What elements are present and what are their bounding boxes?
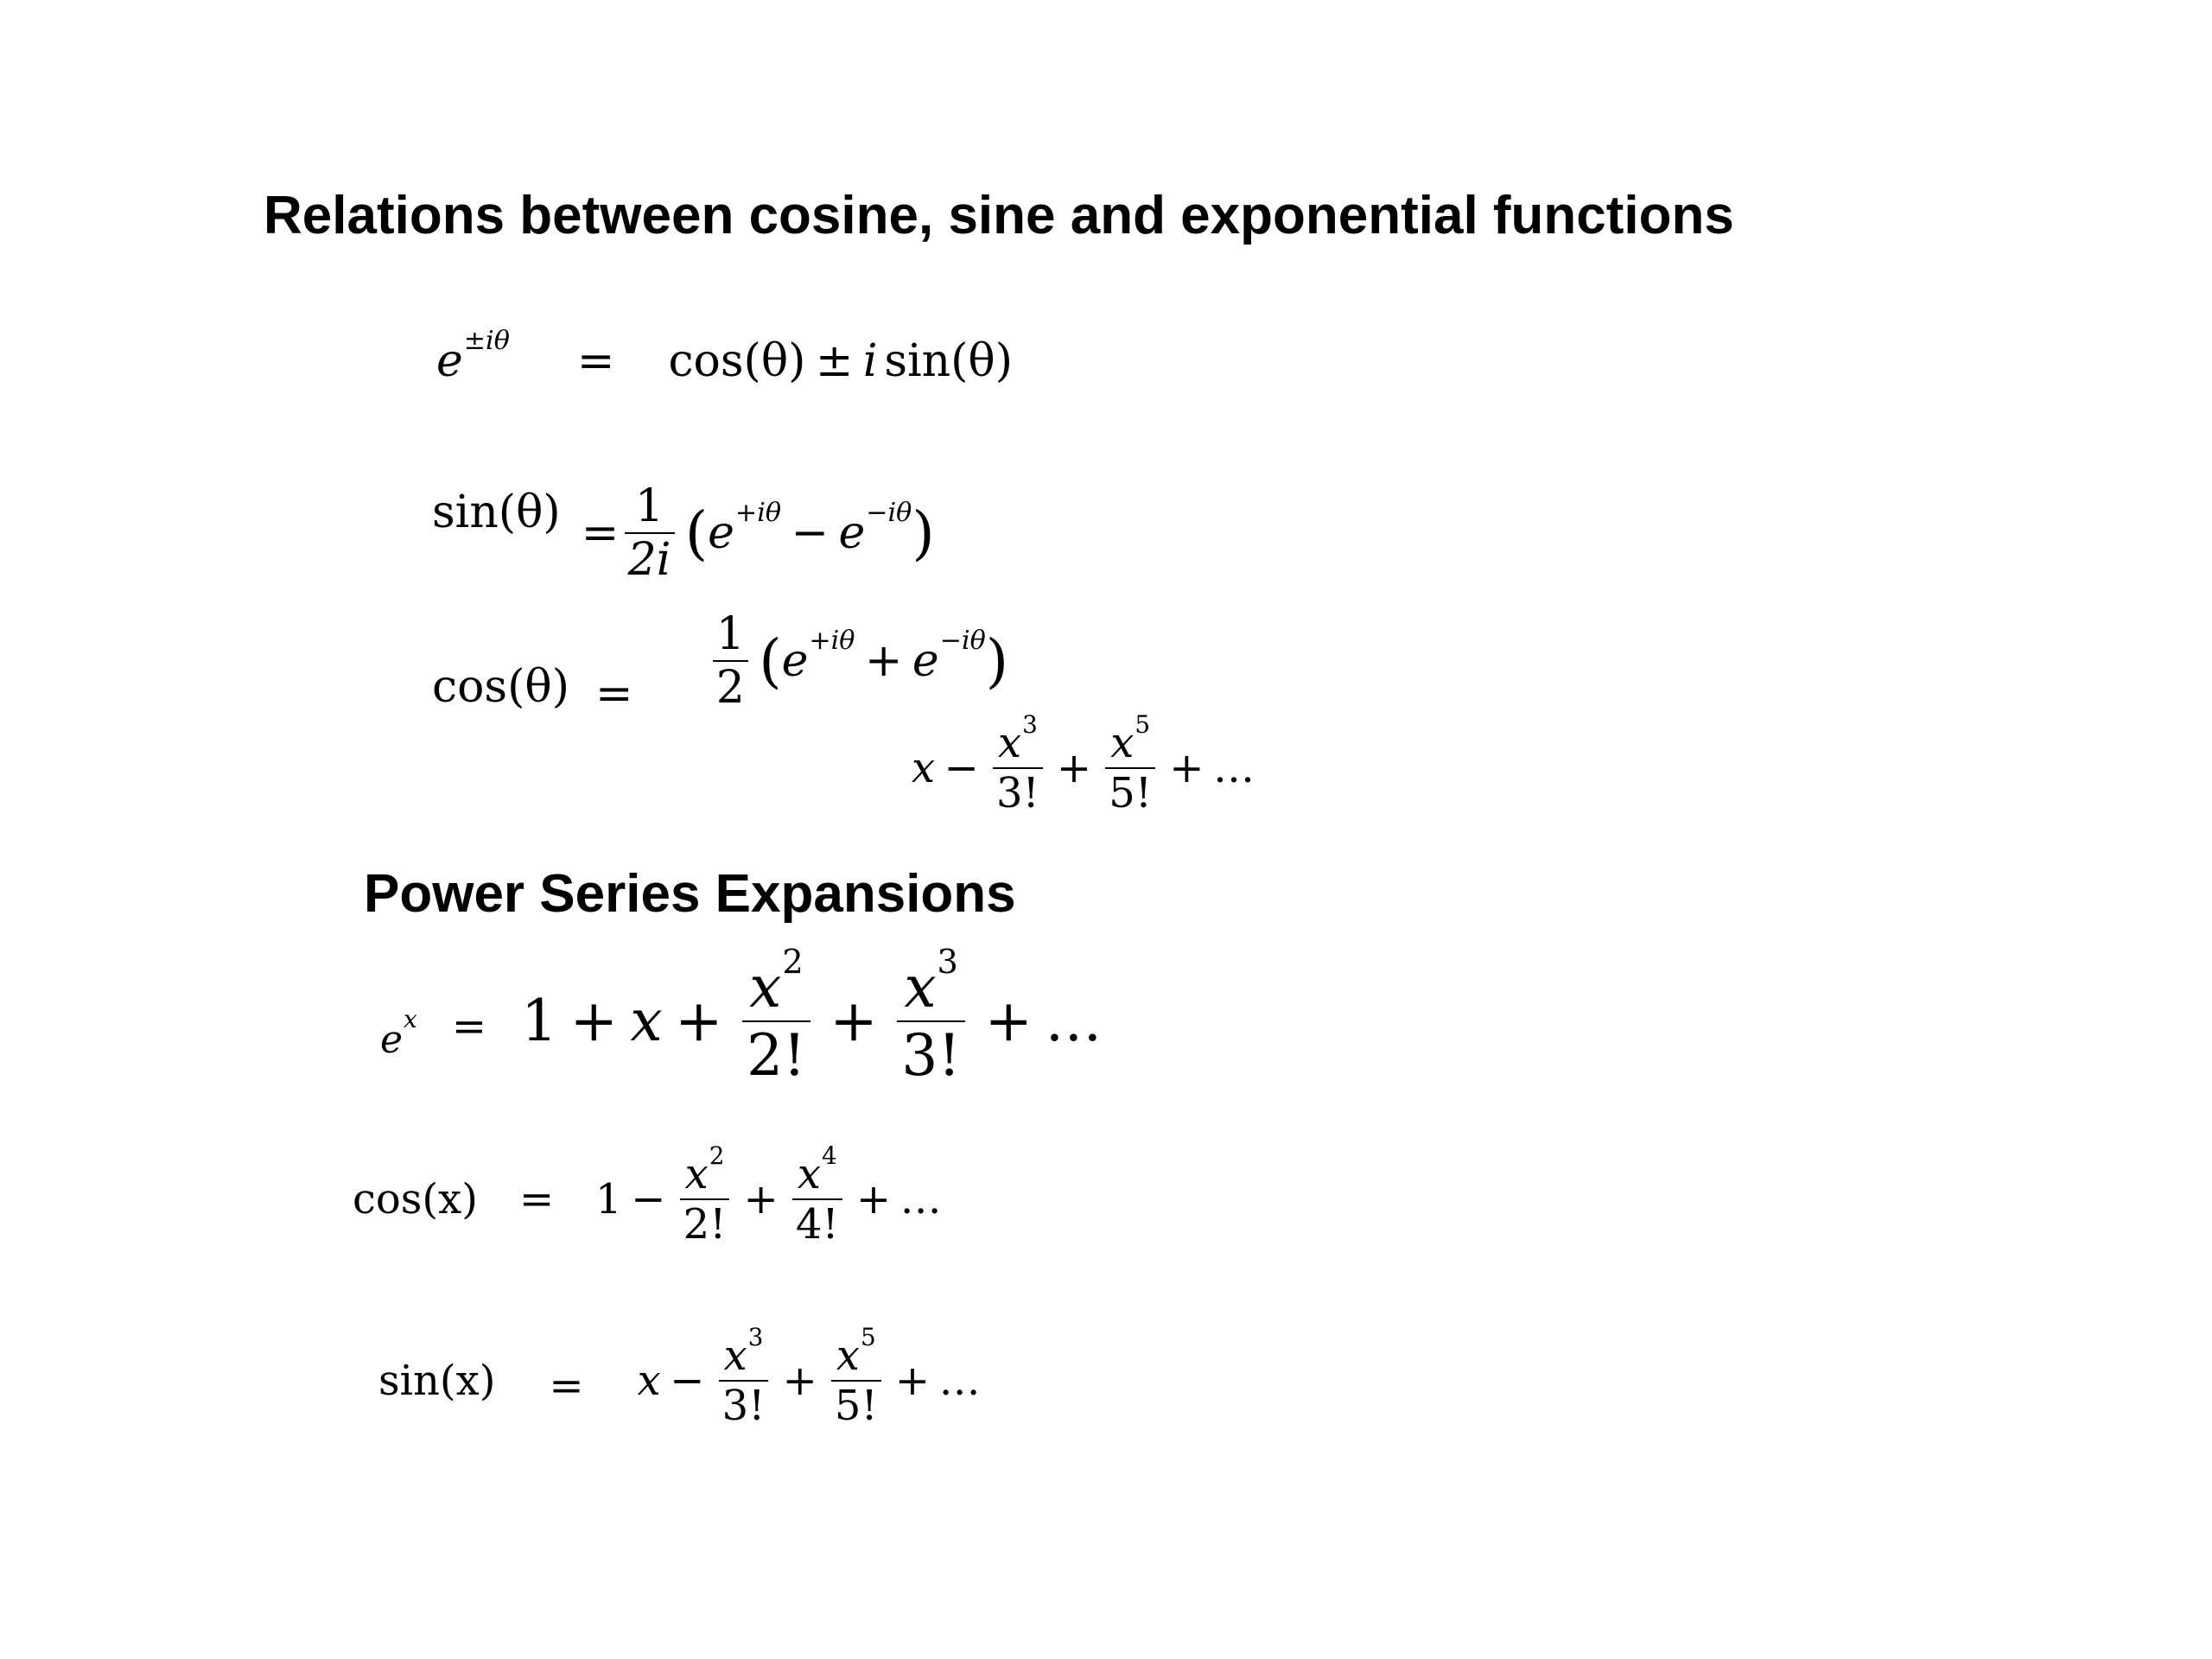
euler-pm: ± [815, 335, 854, 387]
exp-series-formula [380, 943, 1103, 1089]
floating-plus-2: + [1169, 743, 1205, 792]
floating-term-2-denominator: 5! [1109, 768, 1153, 817]
cos-theta-coeff-numerator: 1 [715, 608, 745, 660]
sin-theta-e2: e [838, 507, 866, 560]
exp-series-plus-1: + [569, 988, 618, 1055]
cos-series-minus: − [631, 1174, 666, 1224]
floating-term-2 [1105, 710, 1154, 817]
cos-series-term-2 [792, 1141, 842, 1249]
exp-series-term-1-denominator: 2! [747, 1021, 806, 1089]
sin-theta-equals: = [581, 507, 620, 560]
sin-series-term-2 [831, 1323, 880, 1430]
cos-series-plus-2: + [855, 1174, 892, 1224]
cos-theta-e1: e [781, 635, 809, 688]
cos-theta-equals: = [595, 668, 633, 721]
exp-series-term-2 [897, 943, 965, 1089]
cos-series-term-1-numerator: x $^2$ [684, 1141, 725, 1198]
euler-equals: = [576, 335, 615, 387]
sin-series-term-1 [719, 1323, 768, 1430]
euler-formula [436, 326, 1014, 387]
sin-theta-lparen: ( [684, 499, 709, 568]
cos-theta-e2: e [912, 635, 939, 688]
sin-series-term-1-denominator: 3! [721, 1381, 766, 1430]
cos-series-term-2-denominator: 4! [795, 1199, 839, 1249]
sin-theta-lhs: sin(θ) [432, 486, 561, 539]
page-title: Relations between cosine, sine and exponential functions [264, 186, 1734, 245]
floating-ellipsis: … [1212, 743, 1255, 792]
sin-series-plus-2: + [894, 1356, 931, 1405]
cos-series-lhs: cos(x) [353, 1174, 478, 1224]
euler-sin-term: sin(θ) [884, 335, 1014, 387]
exp-series-plus-2: + [675, 988, 723, 1055]
sin-theta-exp-minus: −iθ [866, 498, 912, 529]
sin-series-term-2-numerator: x $^5$ [836, 1323, 876, 1380]
floating-sin-series [912, 710, 1255, 817]
exp-series-term-1-numerator: x $^2$ [749, 943, 804, 1020]
sin-series-equals: = [549, 1361, 584, 1410]
sin-series-term-2-denominator: 5! [834, 1381, 878, 1430]
cos-theta-rparen: ) [985, 626, 1009, 696]
sin-theta-coeff-denominator: 2i [627, 534, 671, 587]
floating-x: x [912, 743, 936, 792]
section-heading-power-series: Power Series Expansions [364, 864, 1016, 924]
sin-theta-rparen: ) [912, 499, 935, 568]
floating-term-2-numerator: x $^5$ [1110, 710, 1151, 767]
floating-plus-1: + [1056, 743, 1092, 792]
sin-series-plus-1: + [782, 1356, 817, 1405]
sin-theta-e1: e [708, 507, 734, 560]
sin-series-formula [378, 1323, 981, 1430]
exp-series-exponent: x [404, 1005, 417, 1034]
cos-theta-coefficient [713, 608, 748, 715]
exp-series-equals: = [451, 1002, 487, 1052]
exp-series-term-1 [742, 943, 810, 1089]
exp-series-plus-3: + [830, 988, 878, 1055]
cos-series-term-2-numerator: x $^4$ [797, 1141, 837, 1198]
cos-series-term-1-denominator: 2! [683, 1199, 727, 1249]
exp-series-term-2-numerator: x $^3$ [904, 943, 958, 1020]
euler-exponent: ±iθ [463, 326, 510, 357]
cos-theta-lhs: cos(θ) [432, 661, 569, 714]
exp-series-ellipsis: … [1045, 988, 1103, 1055]
floating-term-1-numerator: x $^3$ [997, 710, 1038, 767]
exp-series-x: x [630, 988, 663, 1055]
sin-series-minus: − [670, 1356, 705, 1405]
cos-series-equals: = [518, 1174, 555, 1224]
sin-theta-coeff-numerator: 1 [634, 480, 664, 532]
sin-theta-coefficient [625, 480, 675, 587]
sin-theta-minus: − [791, 507, 830, 560]
sin-series-lhs: sin(x) [378, 1356, 496, 1405]
sin-series-x: x [637, 1356, 661, 1405]
exp-series-plus-4: + [984, 988, 1033, 1055]
floating-minus: − [944, 743, 979, 792]
cos-theta-exp-minus: −iθ [939, 626, 986, 657]
euler-base: e [436, 335, 463, 387]
sin-series-ellipsis: … [938, 1356, 981, 1405]
floating-term-1-denominator: 3! [995, 768, 1039, 817]
euler-imaginary-unit: i [862, 335, 878, 387]
sin-theta-formula [432, 480, 935, 587]
sin-series-term-1-numerator: x $^3$ [723, 1323, 764, 1380]
exp-series-term-2-denominator: 3! [901, 1021, 961, 1089]
cos-series-plus-1: + [743, 1174, 779, 1224]
cos-series-formula [353, 1141, 942, 1249]
exp-series-base: e [380, 1018, 404, 1063]
cos-theta-lparen: ( [759, 626, 782, 696]
sin-theta-exp-plus: +iθ [734, 498, 781, 529]
cos-series-one: 1 [595, 1174, 622, 1224]
floating-term-1 [993, 710, 1042, 817]
exp-series-one: 1 [521, 988, 558, 1055]
cos-series-term-1 [680, 1141, 729, 1249]
euler-cos-term: cos(θ) [668, 335, 806, 387]
cos-theta-formula [432, 608, 1009, 721]
cos-theta-exp-plus: +iθ [809, 626, 855, 657]
cos-series-ellipsis: … [899, 1174, 942, 1224]
cos-theta-plus: + [864, 635, 903, 688]
cos-theta-coeff-denominator: 2 [715, 662, 745, 715]
